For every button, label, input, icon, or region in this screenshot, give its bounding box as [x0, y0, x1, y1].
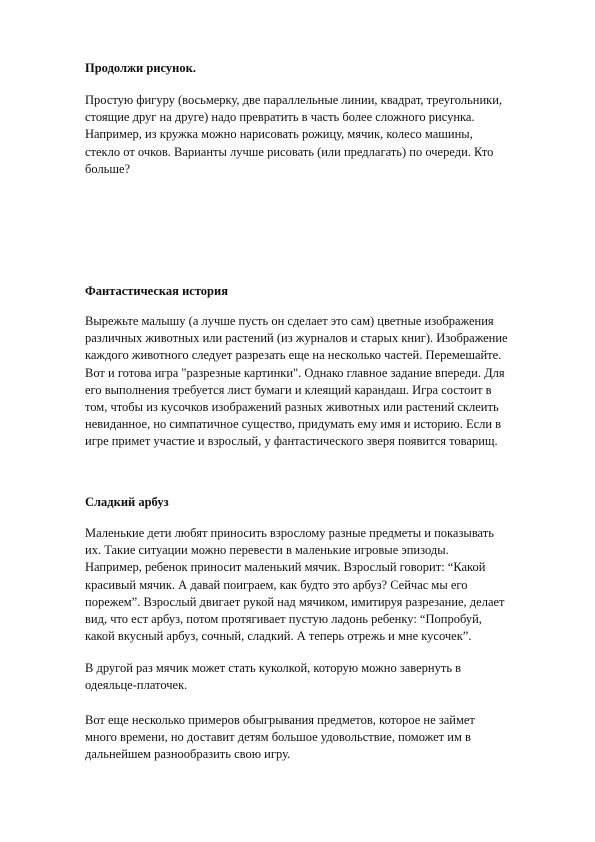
text-line: Например, из кружка можно нарисовать рожицу, мячик, колесо машины, — [85, 127, 473, 142]
paragraph-sweet-watermelon — [85, 525, 555, 645]
text-line: их. Такие ситуации можно перевести в маленькие игровые эпизоды. — [85, 543, 449, 558]
text-line: невиданное, но симпатичное существо, придумать ему имя и историю. Если в — [85, 417, 502, 432]
text-line: различных животных или растений (из журналов и старых книг). Изображение — [85, 331, 508, 346]
text-line: стекло от очков. Варианты лучше рисовать (или предлагать) по очереди. Кто — [85, 144, 494, 159]
text-line: красивый мячик. А давай поиграем, как будто это арбуз? Сейчас мы его — [85, 577, 468, 592]
paragraph-more-examples — [85, 712, 555, 764]
text-line: игре примет участие и взрослый, у фантастического зверя появится товарищ. — [85, 434, 498, 449]
paragraph-doll — [85, 660, 555, 694]
text-line: В другой раз мячик может стать куколкой, которую можно завернуть в — [85, 661, 462, 675]
text-line: Вот и готова игра "разрезные картинки". Однако главное задание впереди. Для — [85, 365, 505, 380]
section-heading-fantastic-story: Фантастическая история — [85, 284, 228, 298]
text-line: его выполнения требуется лист бумаги и клеящий карандаш. Игра состоит в — [85, 382, 492, 397]
text-line: Простую фигуру (восьмерку, две параллельные линии, квадрат, треугольники, — [85, 93, 503, 107]
section-heading-sweet-watermelon: Сладкий арбуз — [85, 495, 169, 509]
text-line: порежем”. Взрослый двигает рукой над мячиком, имитируя разрезание, делает — [85, 594, 505, 609]
paragraph-continue-drawing — [85, 92, 555, 178]
text-line: стоящие друг на друге) надо превратить в часть более сложного рисунка. — [85, 110, 475, 125]
text-line: Маленькие дети любят приносить взрослому разные предметы и показывать — [85, 526, 494, 540]
text-line: Вот еще несколько примеров обыгрывания предметов, которое не займет — [85, 713, 475, 727]
text-line: каждого животного следует разрезать еще на несколько частей. Перемешайте. — [85, 348, 502, 363]
text-line: больше? — [85, 161, 131, 176]
paragraph-fantastic-story — [85, 313, 555, 451]
text-line: дальнейшем разнообразить свою игру. — [85, 747, 291, 762]
text-line: одеяльце-платочек. — [85, 678, 188, 693]
text-line: вид, что ест арбуз, потом протягивает пустую ладонь ребенку: “Попробуй, — [85, 612, 482, 627]
text-line: много времени, но доставит детям большое удовольствие, поможет им в — [85, 730, 471, 745]
section-heading-continue-drawing: Продолжи рисунок. — [85, 61, 196, 75]
text-line: том, чтобы из кусочков изображений разных животных или растений склеить — [85, 400, 499, 415]
text-line: какой вкусный арбуз, сочный, сладкий. А теперь отрежь и мне кусочек”. — [85, 629, 472, 644]
text-line: Вырежьте малышу (а лучше пусть он сделает это сам) цветные изображения — [85, 314, 494, 328]
text-line: Например, ребенок приносит маленький мячик. Взрослый говорит: “Какой — [85, 560, 486, 575]
